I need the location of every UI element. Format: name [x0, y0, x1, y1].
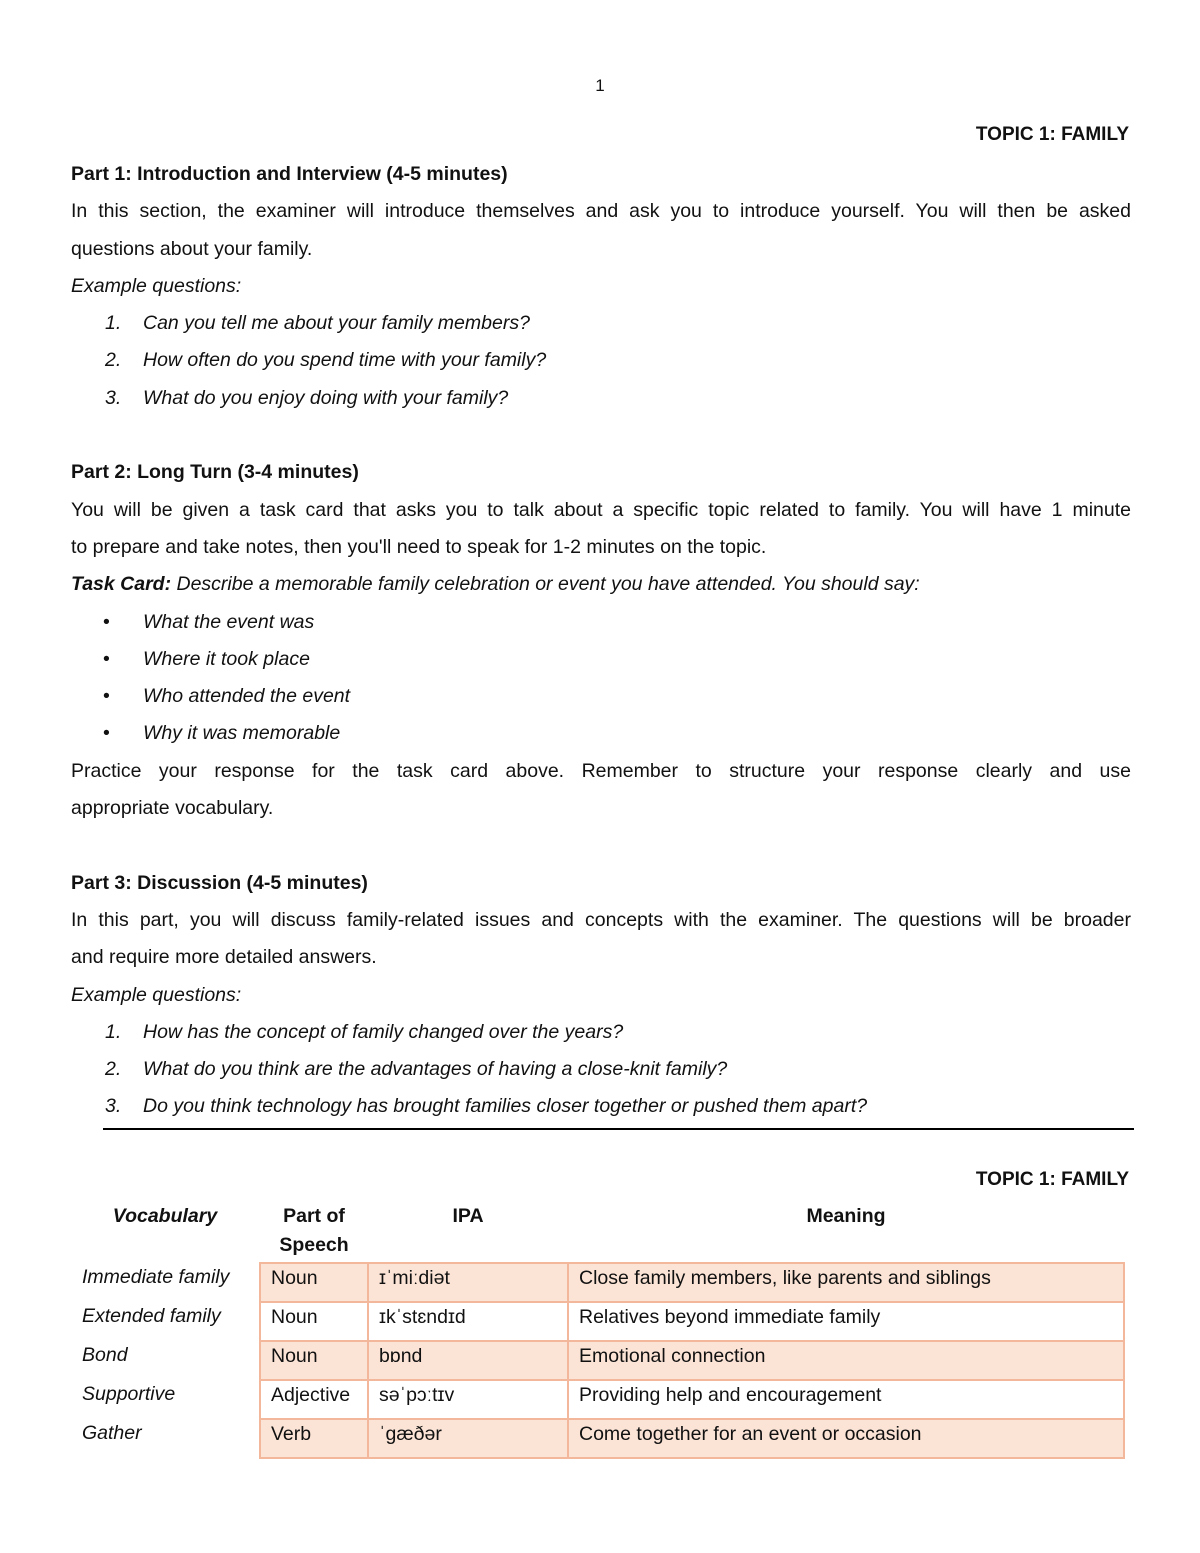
list-item [71, 1051, 1131, 1088]
list-number: 1. [105, 312, 122, 335]
vocab-pos: Verb [260, 1419, 368, 1458]
vocab-meaning: Relatives beyond immediate family [568, 1302, 1124, 1341]
question-text: Can you tell me about your family members? [143, 312, 530, 335]
topic-heading: TOPIC 1: FAMILY [975, 124, 1129, 145]
col-header-ipa: IPA [452, 1205, 484, 1227]
vocab-ipa: ɪˈmiːdiət [368, 1263, 568, 1302]
col-header-pos-line2: Speech [279, 1234, 349, 1256]
spacer [71, 827, 1131, 864]
vocab-meaning: Come together for an event or occasion [568, 1419, 1124, 1458]
vocab-word: Extended family [82, 1305, 221, 1327]
part1-text-line1: In this section, the examiner will introduce themselves and ask you to introduce yourself. You will then be asked [71, 200, 1131, 223]
list-item [71, 305, 1131, 342]
bullet-text: What the event was [143, 610, 315, 633]
vocab-ipa: ˈɡæðər [368, 1419, 568, 1458]
list-number: 2. [105, 349, 122, 372]
col-header-meaning: Meaning [806, 1205, 886, 1227]
list-number: 3. [105, 1095, 122, 1118]
vocabulary-table [70, 1200, 1125, 1459]
bullet-item [71, 641, 1131, 678]
question-text: How often do you spend time with your family? [143, 349, 547, 372]
vocab-meaning: Emotional connection [568, 1341, 1124, 1380]
bullet-item [71, 604, 1131, 641]
list-item [71, 1088, 1131, 1125]
list-number: 1. [105, 1020, 122, 1043]
list-number: 3. [105, 386, 122, 409]
part3-text-line1: In this part, you will discuss family-related issues and concepts with the examiner. The questions will be broader [71, 908, 1131, 931]
bullet-text: Why it was memorable [143, 722, 341, 745]
vocab-pos: Noun [260, 1341, 368, 1380]
part2-text-line1: You will be given a task card that asks you to talk about a specific topic related to family. You will have 1 minute [71, 498, 1131, 521]
vocab-meaning: Close family members, like parents and siblings [568, 1263, 1124, 1302]
table-row [70, 1341, 1124, 1380]
bullet-icon: • [103, 610, 110, 633]
vocab-ipa: səˈpɔːtɪv [368, 1380, 568, 1419]
bullet-icon: • [103, 647, 110, 670]
bullet-item [71, 715, 1131, 752]
vocab-meaning: Providing help and encouragement [568, 1380, 1124, 1419]
spacer [71, 417, 1131, 454]
col-header-pos-line1: Part of [283, 1205, 345, 1227]
table-header-row [70, 1200, 1124, 1263]
question-text: How has the concept of family changed over the years? [143, 1020, 624, 1043]
list-number: 2. [105, 1058, 122, 1081]
vocab-word: Supportive [82, 1383, 176, 1405]
main-content [71, 156, 1131, 1126]
vocab-word: Bond [82, 1344, 128, 1366]
part1-heading: Part 1: Introduction and Interview (4-5 minutes) [71, 163, 508, 185]
question-text: What do you think are the advantages of having a close-knit family? [143, 1058, 728, 1081]
question-text: What do you enjoy doing with your family? [143, 386, 509, 409]
question-text: Do you think technology has brought families closer together or pushed them apart? [143, 1095, 868, 1118]
vocab-pos: Noun [260, 1263, 368, 1302]
part1-text-line2: questions about your family. [71, 237, 313, 260]
topic-heading-2: TOPIC 1: FAMILY [975, 1169, 1129, 1190]
vocab-word: Immediate family [82, 1266, 230, 1288]
table-row [70, 1302, 1124, 1341]
bullet-icon: • [103, 722, 110, 745]
col-header-vocabulary: Vocabulary [112, 1205, 218, 1227]
practice-line1: Practice your response for the task card above. Remember to structure your response clearly and use [71, 759, 1131, 782]
list-item [71, 342, 1131, 379]
part2-heading: Part 2: Long Turn (3-4 minutes) [71, 461, 359, 484]
page-number: 1 [595, 76, 605, 95]
bullet-text: Who attended the event [143, 685, 351, 708]
list-item [71, 1014, 1131, 1051]
practice-line2: appropriate vocabulary. [71, 797, 274, 820]
vocab-pos: Noun [260, 1302, 368, 1341]
list-item [71, 380, 1131, 417]
bullet-item [71, 678, 1131, 715]
horizontal-divider [103, 1128, 1134, 1130]
table-row [70, 1380, 1124, 1419]
part3-text-line2: and require more detailed answers. [71, 946, 377, 969]
vocab-pos: Adjective [260, 1380, 368, 1419]
task-card [71, 566, 1131, 603]
vocab-ipa: ɪkˈstɛndɪd [368, 1302, 568, 1341]
col-header-part-of-speech [260, 1200, 368, 1263]
part1-examples-label: Example questions: [71, 274, 242, 297]
task-card-text: Describe a memorable family celebration or event you have attended. You should say: [171, 573, 920, 596]
table-row [70, 1419, 1124, 1458]
part3-heading: Part 3: Discussion (4-5 minutes) [71, 871, 368, 894]
bullet-text: Where it took place [143, 647, 310, 670]
bullet-icon: • [103, 685, 110, 708]
part2-text-line2: to prepare and take notes, then you'll need to speak for 1-2 minutes on the topic. [71, 535, 767, 558]
vocab-ipa: bɒnd [368, 1341, 568, 1380]
vocab-word: Gather [82, 1422, 142, 1444]
task-card-label: Task Card: [71, 573, 172, 596]
table-row [70, 1263, 1124, 1302]
part3-examples-label: Example questions: [71, 983, 242, 1006]
